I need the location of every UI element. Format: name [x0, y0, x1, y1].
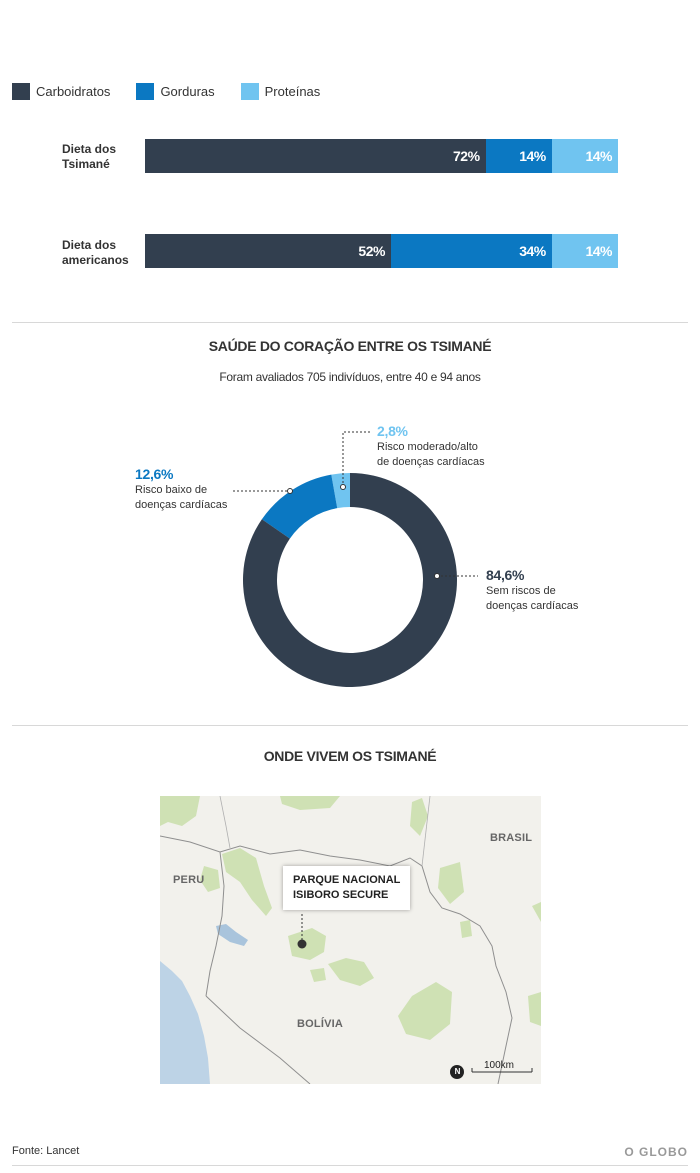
- green-area: [328, 958, 374, 986]
- bar-label-tsimane: [62, 142, 142, 172]
- location-marker: [298, 940, 307, 949]
- leader-dot-baixo: [288, 489, 293, 494]
- green-area: [460, 920, 472, 938]
- callout-line1: PARQUE NACIONAL: [293, 874, 401, 886]
- stacked-bar-americanos: [145, 234, 618, 268]
- annotation-sem-riscos-line1: Sem riscos de: [486, 585, 556, 597]
- legend-swatch-gorduras: [136, 83, 154, 100]
- label-bolivia: BOLÍVIA: [297, 1018, 344, 1030]
- annotation-moderado-line2: de doenças cardíacas: [377, 456, 485, 468]
- bar-value-label: 72%: [453, 148, 480, 164]
- chart-legend: [12, 83, 346, 100]
- green-area: [222, 848, 272, 916]
- legend-swatch-proteinas: [241, 83, 259, 100]
- annotation-baixo: [135, 466, 227, 513]
- callout-line2: ISIBORO SECURE: [293, 889, 389, 901]
- green-area: [160, 796, 200, 826]
- bar-segment-carboidratos: [145, 139, 486, 173]
- bar-label-tsimane-line1: Dieta dos: [62, 142, 117, 156]
- annotation-baixo-line1: Risco baixo de: [135, 484, 208, 496]
- green-area: [532, 902, 541, 922]
- north-label: N: [454, 1067, 461, 1076]
- source-note: Fonte: Lancet: [12, 1145, 80, 1157]
- donut-title: SAÚDE DO CORAÇÃO ENTRE OS TSIMANÉ: [208, 338, 492, 354]
- bar-value-label: 34%: [519, 243, 546, 259]
- legend-item-carboidratos: [12, 83, 110, 100]
- label-peru: PERU: [173, 874, 205, 886]
- section-divider-2: [12, 725, 688, 726]
- leader-dot-sem-riscos: [435, 574, 440, 579]
- green-area: [398, 982, 452, 1040]
- bar-label-americanos-line1: Dieta dos: [62, 238, 117, 252]
- annotation-sem-riscos-pct: 84,6%: [486, 567, 525, 583]
- callout-parque: [283, 866, 410, 910]
- border-line: [220, 796, 230, 848]
- footer-divider: [12, 1165, 688, 1166]
- stacked-bar-tsimane: [145, 139, 618, 173]
- lake-shape: [216, 924, 248, 946]
- annotation-moderado-pct: 2,8%: [377, 423, 408, 439]
- bar-segment-gorduras: [486, 139, 552, 173]
- ocean-shape: [160, 961, 210, 1084]
- legend-label-carboidratos: Carboidratos: [36, 84, 111, 99]
- section-divider: [12, 322, 688, 323]
- bar-segment-proteinas: [552, 139, 618, 173]
- brand-logo: O GLOBO: [624, 1145, 688, 1159]
- map-illustration: [160, 796, 541, 1084]
- green-area: [410, 798, 428, 836]
- bar-label-americanos: [62, 238, 142, 268]
- bar-segment-proteinas: [552, 234, 618, 268]
- annotation-baixo-pct: 12,6%: [135, 466, 174, 482]
- green-area: [288, 928, 326, 960]
- bar-segment-gorduras: [391, 234, 552, 268]
- donut-chart: [0, 400, 700, 710]
- bar-label-tsimane-line2: Tsimané: [62, 157, 110, 171]
- green-area: [280, 796, 340, 810]
- bar-label-americanos-line2: americanos: [62, 253, 129, 267]
- green-area: [438, 862, 464, 904]
- leader-dot-moderado: [341, 485, 346, 490]
- donut-subtitle: Foram avaliados 705 indivíduos, entre 40 e 94 anos: [219, 370, 481, 384]
- annotation-sem-riscos-line2: doenças cardíacas: [486, 600, 579, 612]
- scale-label: 100km: [484, 1060, 515, 1071]
- bar-value-label: 14%: [519, 148, 546, 164]
- legend-swatch-carboidratos: [12, 83, 30, 100]
- map-title: ONDE VIVEM OS TSIMANÉ: [263, 748, 437, 764]
- green-area: [310, 968, 326, 982]
- annotation-moderado: [377, 423, 485, 470]
- annotation-baixo-line2: doenças cardíacas: [135, 499, 228, 511]
- legend-item-proteinas: [241, 83, 321, 100]
- legend-label-gorduras: Gorduras: [160, 84, 215, 99]
- legend-item-gorduras: [136, 83, 214, 100]
- border-line: [206, 996, 310, 1084]
- green-area: [528, 992, 541, 1026]
- map: [160, 796, 541, 1084]
- legend-label-proteinas: Proteínas: [264, 84, 321, 99]
- label-brasil: BRASIL: [490, 832, 533, 844]
- bar-value-label: 52%: [358, 243, 385, 259]
- annotation-sem-riscos: [486, 567, 578, 614]
- bar-segment-carboidratos: [145, 234, 391, 268]
- bar-value-label: 14%: [585, 243, 612, 259]
- annotation-moderado-line1: Risco moderado/alto: [377, 441, 478, 453]
- bar-value-label: 14%: [585, 148, 612, 164]
